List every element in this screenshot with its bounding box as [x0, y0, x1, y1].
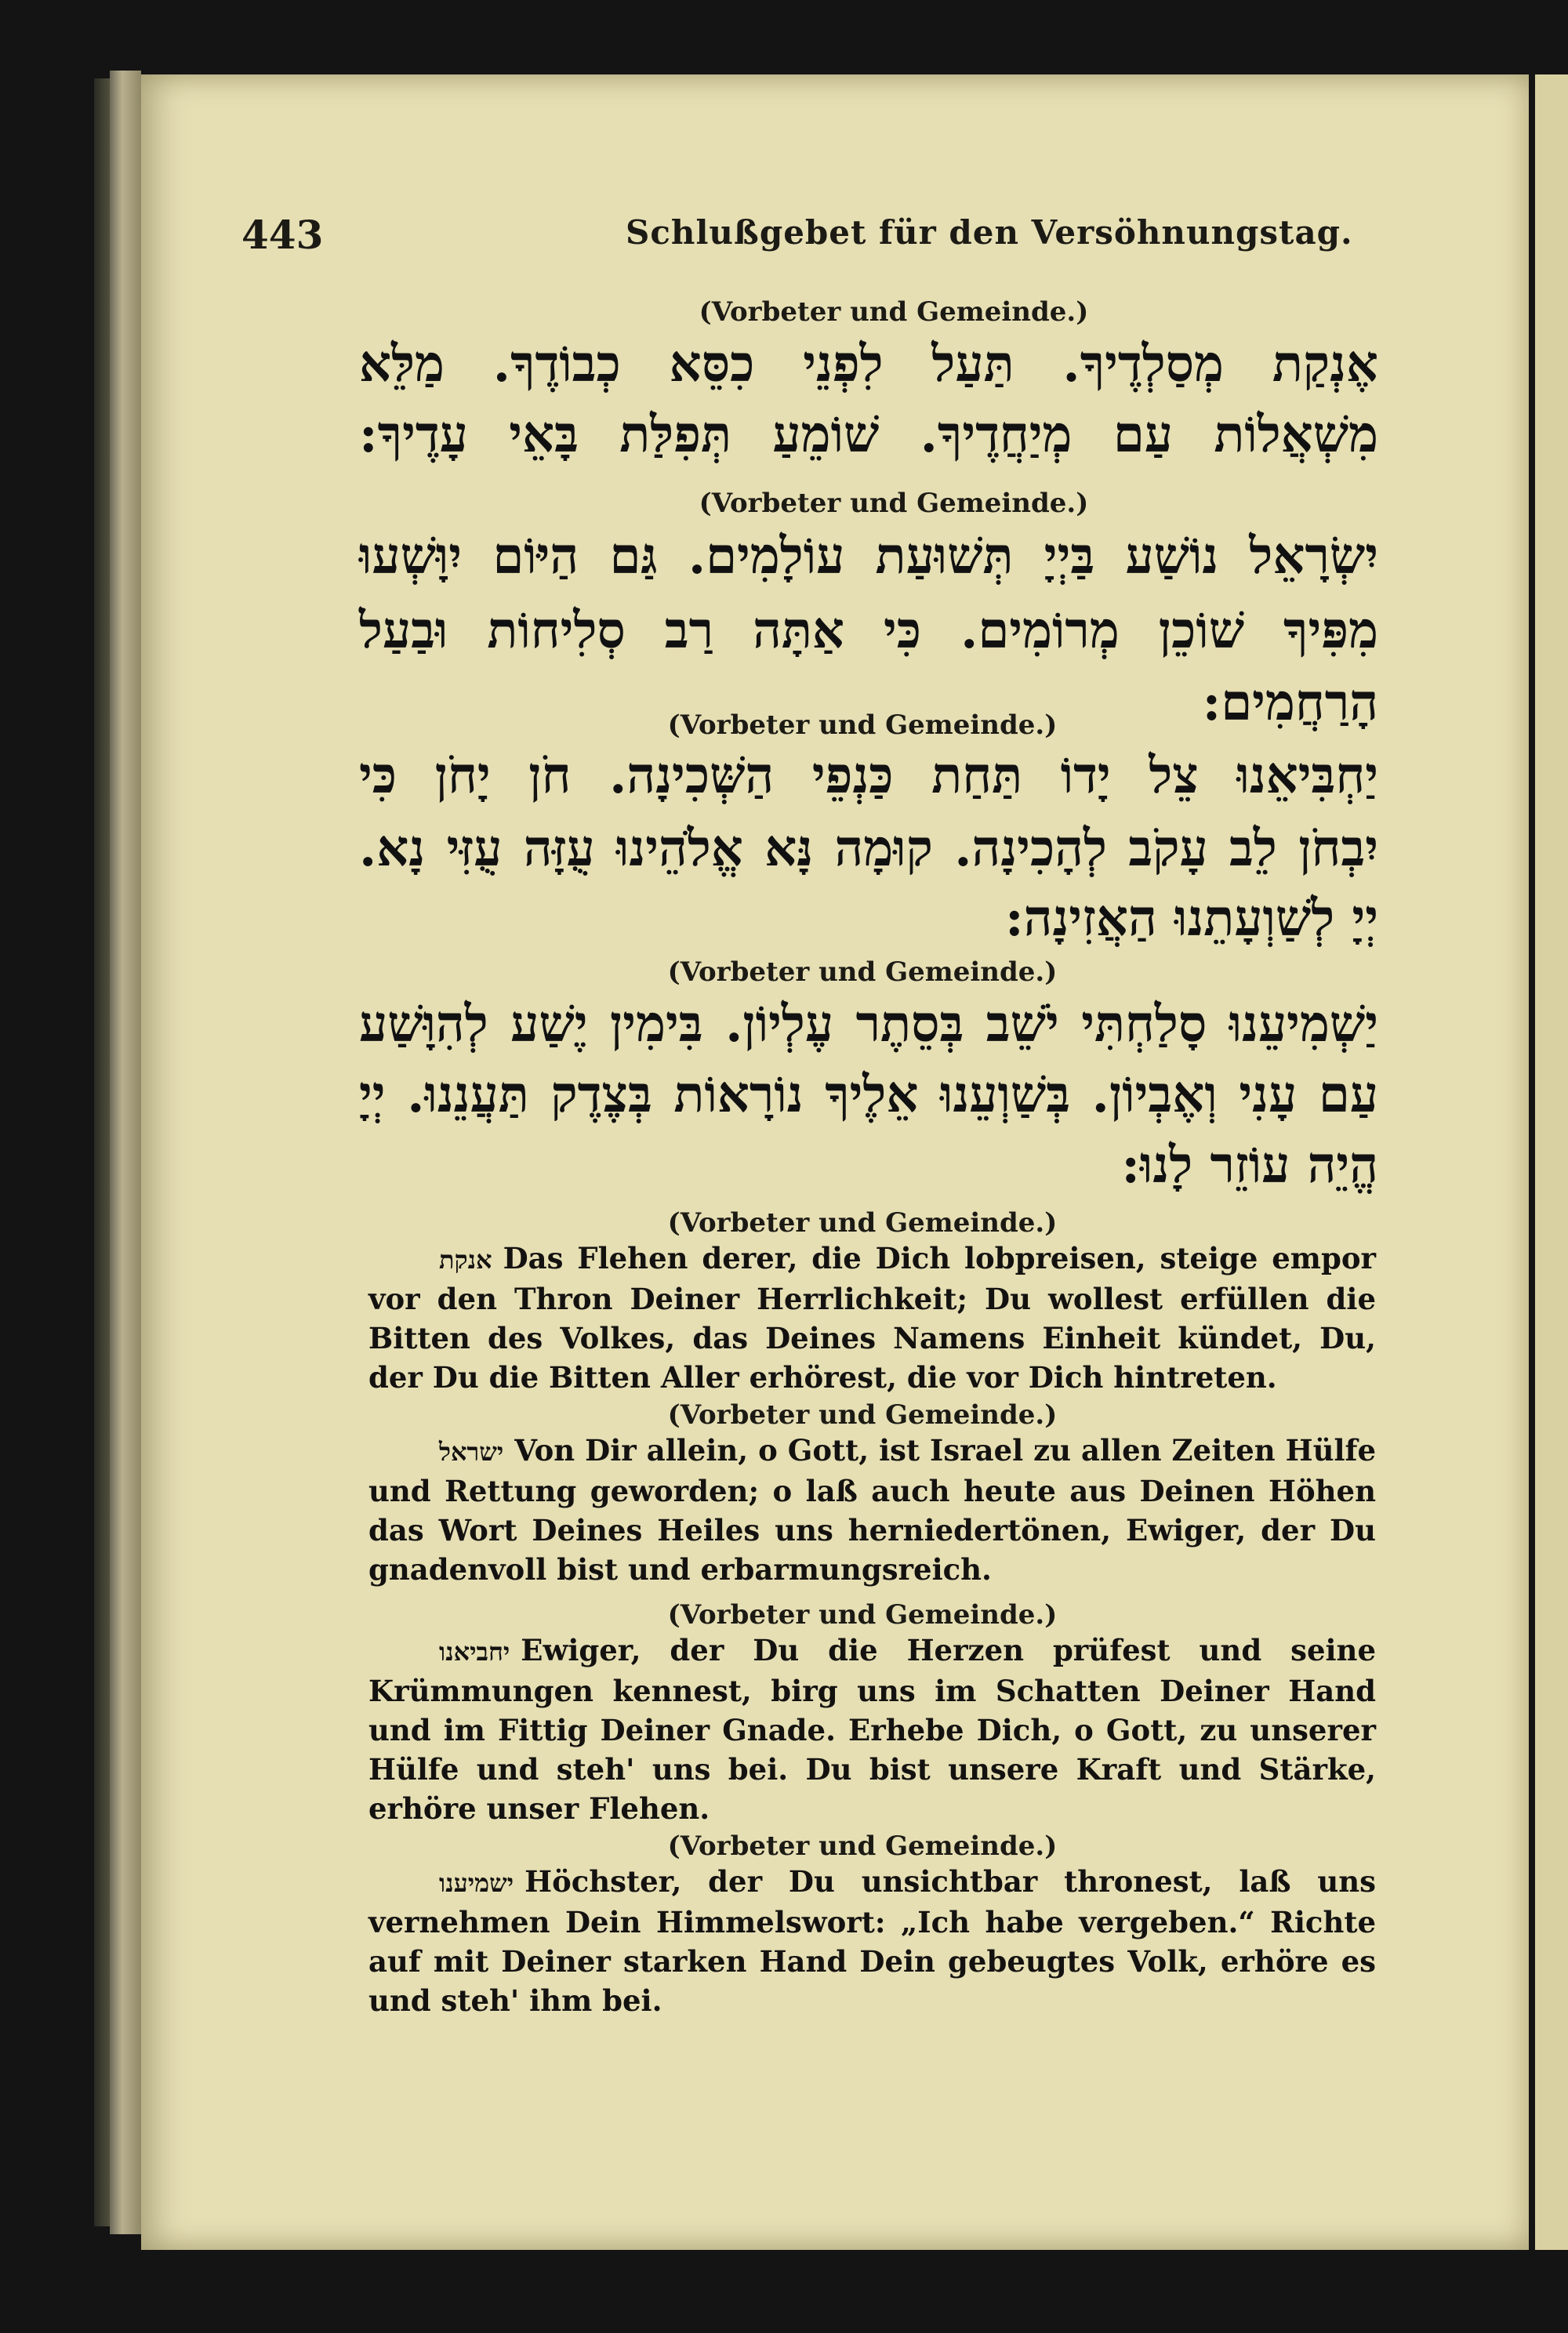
translation-text: Das Flehen derer, die Dich lobpreisen, steige empor vor den Thron Deiner Herrlichkeit; Du wollest erfüllen die Bitten des Volkes, das Deines Namens Einheit kündet, Du, der Du die Bitten Aller erhörest, die vor Dich hintreten. — [368, 1241, 1376, 1395]
hebrew-line: הָרַחֲמִים: — [1202, 673, 1378, 732]
book-spine-shadow — [94, 78, 111, 2226]
running-title: Schlußgebet für den Versöhnungstag. — [626, 213, 1353, 252]
hebrew-line: הֱיֵה עוֹזֵר לָנוּ: — [1121, 1136, 1378, 1195]
section-cue: (Vorbeter und Gemeinde.) — [667, 1399, 1058, 1431]
translation-paragraph — [368, 1862, 1376, 2020]
translation-paragraph — [368, 1239, 1376, 1397]
page-stack-edge — [110, 71, 141, 2234]
hebrew-catchword: יחביאנו — [439, 1637, 510, 1667]
hebrew-catchword: ישראל — [439, 1437, 504, 1467]
page-header — [241, 212, 1386, 267]
hebrew-catchword: אנקת — [439, 1245, 492, 1275]
page-number: 443 — [241, 212, 324, 258]
translation-text: Höchster, der Du unsichtbar thronest, laß uns vernehmen Dein Himmelswort: „Ich habe vergeben.“ Richte auf mit Deiner starken Hand Dein gebeugtes Volk, erhöre es und steh' ihm bei. — [368, 1864, 1376, 2018]
translation-paragraph — [368, 1631, 1376, 1828]
section-cue: (Vorbeter und Gemeinde.) — [667, 1830, 1058, 1862]
translation-text: Von Dir allein, o Gott, ist Israel zu allen Zeiten Hülfe und Rettung geworden; o laß auch heute aus Deinen Höhen das Wort Deines Heiles uns herniedertönen, Ewiger, der Du gnadenvoll bist und erbarmungsreich. — [368, 1433, 1376, 1587]
hebrew-line: יִשְׂרָאֵל נוֹשַׁע בַּיְיָ תְּשׁוּעַת עוֹלָמִים. גַּם הַיּוֹם יִוָּשְׁעוּ — [359, 527, 1378, 586]
hebrew-line: יַחְבִּיאֵנוּ צֵל יָדוֹ תַּחַת כַּנְפֵי הַשְּׁכִינָה. חֹן יָחֹן כִּי — [359, 746, 1378, 805]
hebrew-catchword: ישמיענו — [439, 1868, 514, 1898]
section-cue: (Vorbeter und Gemeinde.) — [699, 488, 1089, 519]
section-cue: (Vorbeter und Gemeinde.) — [667, 956, 1058, 988]
hebrew-line: יַשְׁמִיעֵנוּ סָלַחְתִּי יֹשֵׁב בְּסֵתֶר עֶלְיוֹן. בִּימִין יֶשַׁע לְהִוָּשַׁע — [359, 995, 1378, 1054]
hebrew-line: מִשְׁאֲלוֹת עַם מְיַחֲדֶיךָ. שׁוֹמֵעַ תְּפִלַּת בָּאֵי עָדֶיךָ: — [359, 405, 1378, 464]
section-cue: (Vorbeter und Gemeinde.) — [667, 1599, 1058, 1631]
hebrew-line: עַם עָנִי וְאֶבְיוֹן. בְּשַׁוְעֵנוּ אֵלֶיךָ נוֹרָאוֹת בְּצֶדֶק תַּעֲנֵנוּ. יְיָ — [359, 1065, 1378, 1124]
hebrew-line: מִפִּיךָ שׁוֹכֵן מְרוֹמִים. כִּי אַתָּה רַב סְלִיחוֹת וּבַעַל — [359, 601, 1378, 660]
section-cue: (Vorbeter und Gemeinde.) — [699, 296, 1089, 328]
hebrew-line: יְיָ לְשַׁוְעָתֵנוּ הַאֲזִינָה: — [1005, 889, 1378, 948]
section-cue: (Vorbeter und Gemeinde.) — [667, 1207, 1058, 1239]
facing-page-edge — [1535, 74, 1568, 2250]
translation-paragraph — [368, 1431, 1376, 1589]
hebrew-line: יִבְחֹן לֵב עָקֹב לְהָכִינָה. קוּמָה נָּא אֱלֹהֵינוּ עֻזָּה עֻזִּי נָא. — [359, 819, 1378, 878]
section-cue: (Vorbeter und Gemeinde.) — [667, 709, 1058, 741]
hebrew-line: אֶנְקַת מְסַלְדֶיךָ. תַּעַל לִפְנֵי כִסֵּא כְבוֹדֶךָ. מַלֵּא — [359, 335, 1378, 394]
translation-text: Ewiger, der Du die Herzen prüfest und seine Krümmungen kennest, birg uns im Schatten Deiner Hand und im Fittig Deiner Gnade. Erhebe Dich, o Gott, zu unserer Hülfe und steh' uns bei. Du bist unsere Kraft und Stärke, erhöre unser Flehen. — [368, 1633, 1376, 1826]
